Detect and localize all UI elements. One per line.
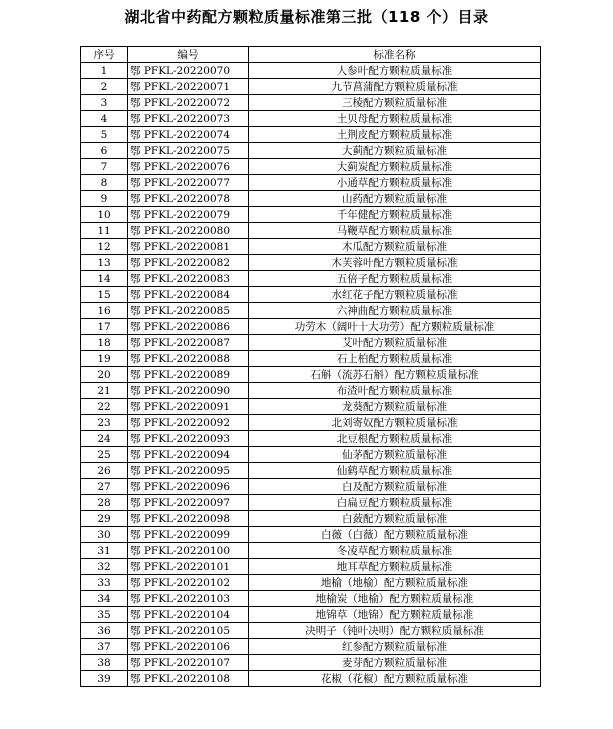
row-standard-name: 冬凌草配方颗粒质量标准 <box>249 543 541 559</box>
table-row <box>81 447 541 463</box>
table-row <box>81 575 541 591</box>
row-serial-number: 28 <box>81 495 128 511</box>
standards-table <box>80 46 541 687</box>
row-serial-number: 15 <box>81 287 128 303</box>
row-code: 鄂 PFKL-20220094 <box>128 447 249 463</box>
row-standard-name: 白及配方颗粒质量标准 <box>249 479 541 495</box>
row-serial-number: 1 <box>81 63 128 79</box>
row-code: 鄂 PFKL-20220099 <box>128 527 249 543</box>
table-row <box>81 399 541 415</box>
row-standard-name: 功劳木（阔叶十大功劳）配方颗粒质量标准 <box>249 319 541 335</box>
table-row <box>81 367 541 383</box>
row-serial-number: 38 <box>81 655 128 671</box>
row-code: 鄂 PFKL-20220086 <box>128 319 249 335</box>
row-serial-number: 22 <box>81 399 128 415</box>
row-code: 鄂 PFKL-20220072 <box>128 95 249 111</box>
header-standard-name: 标准名称 <box>249 47 541 63</box>
table-row <box>81 655 541 671</box>
row-standard-name: 土贝母配方颗粒质量标准 <box>249 111 541 127</box>
table-row <box>81 271 541 287</box>
row-code: 鄂 PFKL-20220070 <box>128 63 249 79</box>
row-standard-name: 地耳草配方颗粒质量标准 <box>249 559 541 575</box>
table-row <box>81 143 541 159</box>
row-serial-number: 33 <box>81 575 128 591</box>
row-standard-name: 小通草配方颗粒质量标准 <box>249 175 541 191</box>
table-row <box>81 591 541 607</box>
row-standard-name: 九节菖蒲配方颗粒质量标准 <box>249 79 541 95</box>
row-standard-name: 人参叶配方颗粒质量标准 <box>249 63 541 79</box>
table-row <box>81 159 541 175</box>
row-code: 鄂 PFKL-20220083 <box>128 271 249 287</box>
row-standard-name: 布渣叶配方颗粒质量标准 <box>249 383 541 399</box>
row-standard-name: 木瓜配方颗粒质量标准 <box>249 239 541 255</box>
row-code: 鄂 PFKL-20220093 <box>128 431 249 447</box>
row-serial-number: 29 <box>81 511 128 527</box>
row-serial-number: 6 <box>81 143 128 159</box>
row-standard-name: 白扁豆配方颗粒质量标准 <box>249 495 541 511</box>
row-standard-name: 地锦草（地锦）配方颗粒质量标准 <box>249 607 541 623</box>
row-standard-name: 红参配方颗粒质量标准 <box>249 639 541 655</box>
row-serial-number: 30 <box>81 527 128 543</box>
table-row <box>81 431 541 447</box>
row-standard-name: 花椒（花椒）配方颗粒质量标准 <box>249 671 541 687</box>
table-row <box>81 543 541 559</box>
row-code: 鄂 PFKL-20220084 <box>128 287 249 303</box>
table-row <box>81 639 541 655</box>
row-serial-number: 4 <box>81 111 128 127</box>
row-code: 鄂 PFKL-20220092 <box>128 415 249 431</box>
row-code: 鄂 PFKL-20220088 <box>128 351 249 367</box>
table-row <box>81 623 541 639</box>
table-row <box>81 63 541 79</box>
row-standard-name: 北豆根配方颗粒质量标准 <box>249 431 541 447</box>
row-code: 鄂 PFKL-20220080 <box>128 223 249 239</box>
table-row <box>81 255 541 271</box>
table-row <box>81 287 541 303</box>
row-code: 鄂 PFKL-20220103 <box>128 591 249 607</box>
row-serial-number: 39 <box>81 671 128 687</box>
row-code: 鄂 PFKL-20220081 <box>128 239 249 255</box>
table-row <box>81 511 541 527</box>
row-standard-name: 地榆炭（地榆）配方颗粒质量标准 <box>249 591 541 607</box>
row-code: 鄂 PFKL-20220082 <box>128 255 249 271</box>
row-standard-name: 大蓟炭配方颗粒质量标准 <box>249 159 541 175</box>
table-row <box>81 319 541 335</box>
row-serial-number: 37 <box>81 639 128 655</box>
row-serial-number: 3 <box>81 95 128 111</box>
table-row <box>81 495 541 511</box>
row-serial-number: 12 <box>81 239 128 255</box>
table-row <box>81 111 541 127</box>
row-code: 鄂 PFKL-20220087 <box>128 335 249 351</box>
row-code: 鄂 PFKL-20220107 <box>128 655 249 671</box>
table-row <box>81 79 541 95</box>
table-row <box>81 223 541 239</box>
row-code: 鄂 PFKL-20220108 <box>128 671 249 687</box>
row-serial-number: 7 <box>81 159 128 175</box>
row-standard-name: 大蓟配方颗粒质量标准 <box>249 143 541 159</box>
row-standard-name: 五倍子配方颗粒质量标准 <box>249 271 541 287</box>
row-code: 鄂 PFKL-20220075 <box>128 143 249 159</box>
row-code: 鄂 PFKL-20220085 <box>128 303 249 319</box>
row-code: 鄂 PFKL-20220090 <box>128 383 249 399</box>
table-row <box>81 127 541 143</box>
row-standard-name: 马鞭草配方颗粒质量标准 <box>249 223 541 239</box>
row-code: 鄂 PFKL-20220100 <box>128 543 249 559</box>
row-code: 鄂 PFKL-20220091 <box>128 399 249 415</box>
row-serial-number: 32 <box>81 559 128 575</box>
row-serial-number: 14 <box>81 271 128 287</box>
row-standard-name: 决明子（钝叶决明）配方颗粒质量标准 <box>249 623 541 639</box>
row-serial-number: 5 <box>81 127 128 143</box>
row-standard-name: 艾叶配方颗粒质量标准 <box>249 335 541 351</box>
row-serial-number: 13 <box>81 255 128 271</box>
row-code: 鄂 PFKL-20220089 <box>128 367 249 383</box>
row-code: 鄂 PFKL-20220076 <box>128 159 249 175</box>
table-row <box>81 463 541 479</box>
row-standard-name: 三棱配方颗粒质量标准 <box>249 95 541 111</box>
row-code: 鄂 PFKL-20220095 <box>128 463 249 479</box>
row-serial-number: 10 <box>81 207 128 223</box>
table-row <box>81 559 541 575</box>
row-code: 鄂 PFKL-20220102 <box>128 575 249 591</box>
row-serial-number: 24 <box>81 431 128 447</box>
row-code: 鄂 PFKL-20220074 <box>128 127 249 143</box>
row-standard-name: 北刘寄奴配方颗粒质量标准 <box>249 415 541 431</box>
row-serial-number: 23 <box>81 415 128 431</box>
row-code: 鄂 PFKL-20220101 <box>128 559 249 575</box>
table-row <box>81 303 541 319</box>
row-serial-number: 17 <box>81 319 128 335</box>
document-title: 湖北省中药配方颗粒质量标准第三批（118 个）目录 <box>124 8 489 26</box>
row-serial-number: 36 <box>81 623 128 639</box>
row-standard-name: 水红花子配方颗粒质量标准 <box>249 287 541 303</box>
row-serial-number: 19 <box>81 351 128 367</box>
row-code: 鄂 PFKL-20220106 <box>128 639 249 655</box>
row-serial-number: 34 <box>81 591 128 607</box>
table-row <box>81 479 541 495</box>
row-serial-number: 9 <box>81 191 128 207</box>
row-standard-name: 白薇（白薇）配方颗粒质量标准 <box>249 527 541 543</box>
row-standard-name: 千年健配方颗粒质量标准 <box>249 207 541 223</box>
table-row <box>81 335 541 351</box>
row-standard-name: 土荆皮配方颗粒质量标准 <box>249 127 541 143</box>
row-code: 鄂 PFKL-20220096 <box>128 479 249 495</box>
row-serial-number: 11 <box>81 223 128 239</box>
table-row <box>81 415 541 431</box>
table-row <box>81 95 541 111</box>
row-code: 鄂 PFKL-20220079 <box>128 207 249 223</box>
row-serial-number: 27 <box>81 479 128 495</box>
row-standard-name: 龙葵配方颗粒质量标准 <box>249 399 541 415</box>
row-serial-number: 18 <box>81 335 128 351</box>
table-row <box>81 175 541 191</box>
row-standard-name: 石上柏配方颗粒质量标准 <box>249 351 541 367</box>
row-serial-number: 21 <box>81 383 128 399</box>
table-row <box>81 207 541 223</box>
row-serial-number: 35 <box>81 607 128 623</box>
row-serial-number: 8 <box>81 175 128 191</box>
row-serial-number: 16 <box>81 303 128 319</box>
header-code: 编号 <box>128 47 249 63</box>
row-standard-name: 麦芽配方颗粒质量标准 <box>249 655 541 671</box>
row-serial-number: 25 <box>81 447 128 463</box>
row-code: 鄂 PFKL-20220077 <box>128 175 249 191</box>
row-standard-name: 石斛（流苏石斛）配方颗粒质量标准 <box>249 367 541 383</box>
row-standard-name: 六神曲配方颗粒质量标准 <box>249 303 541 319</box>
table-row <box>81 239 541 255</box>
row-serial-number: 26 <box>81 463 128 479</box>
row-code: 鄂 PFKL-20220105 <box>128 623 249 639</box>
table-row <box>81 527 541 543</box>
row-code: 鄂 PFKL-20220078 <box>128 191 249 207</box>
table-header-row <box>81 47 541 63</box>
row-code: 鄂 PFKL-20220104 <box>128 607 249 623</box>
table-row <box>81 607 541 623</box>
row-code: 鄂 PFKL-20220098 <box>128 511 249 527</box>
header-serial-number: 序号 <box>81 47 128 63</box>
row-code: 鄂 PFKL-20220071 <box>128 79 249 95</box>
row-serial-number: 31 <box>81 543 128 559</box>
row-standard-name: 仙茅配方颗粒质量标准 <box>249 447 541 463</box>
row-code: 鄂 PFKL-20220073 <box>128 111 249 127</box>
table-row <box>81 351 541 367</box>
row-standard-name: 木芙蓉叶配方颗粒质量标准 <box>249 255 541 271</box>
row-standard-name: 山药配方颗粒质量标准 <box>249 191 541 207</box>
row-serial-number: 20 <box>81 367 128 383</box>
table-row <box>81 191 541 207</box>
row-serial-number: 2 <box>81 79 128 95</box>
row-standard-name: 仙鹤草配方颗粒质量标准 <box>249 463 541 479</box>
row-code: 鄂 PFKL-20220097 <box>128 495 249 511</box>
table-row <box>81 383 541 399</box>
row-standard-name: 白蔹配方颗粒质量标准 <box>249 511 541 527</box>
table-row <box>81 671 541 687</box>
row-standard-name: 地榆（地榆）配方颗粒质量标准 <box>249 575 541 591</box>
